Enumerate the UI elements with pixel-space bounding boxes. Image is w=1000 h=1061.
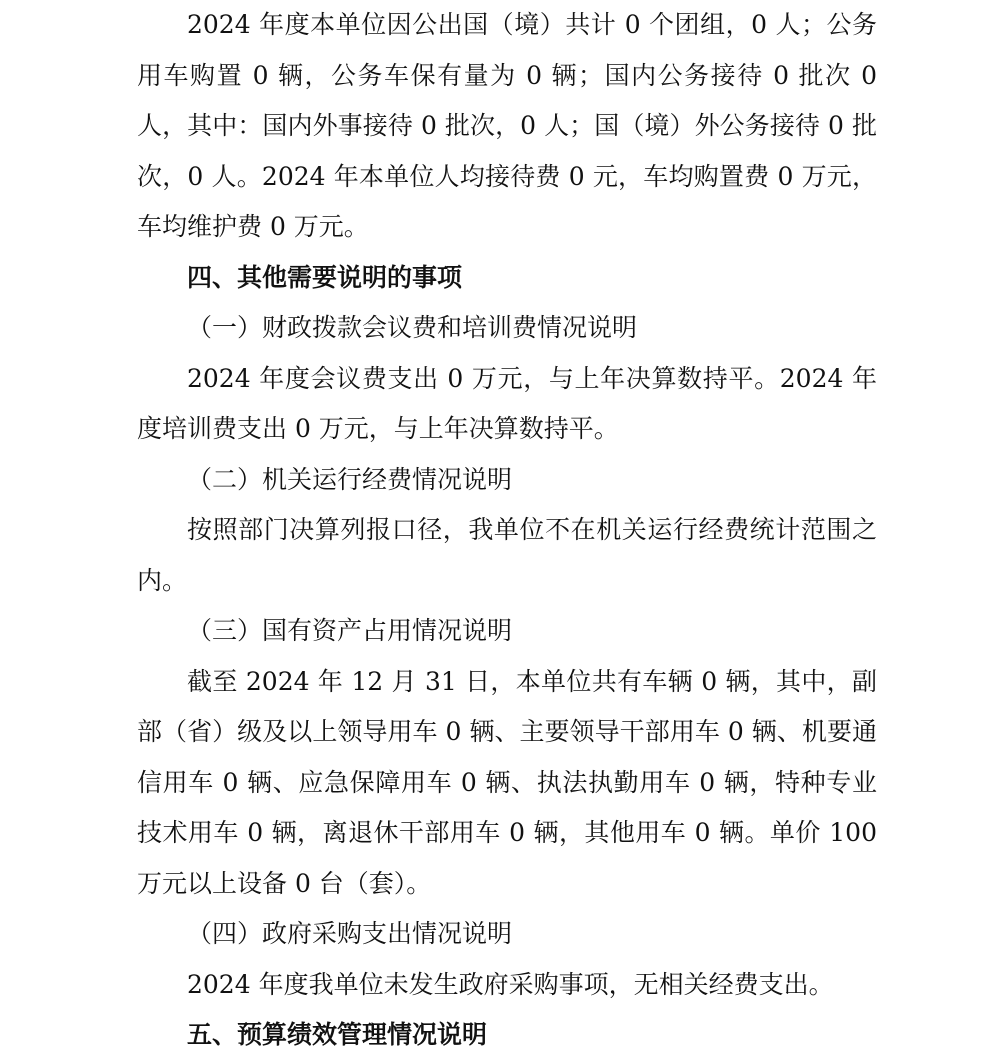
paragraph-operating-costs: 按照部门决算列报口径，我单位不在机关运行经费统计范围之内。 [137, 515, 877, 595]
subsection-heading-meeting-training: （一）财政拨款会议费和培训费情况说明 [187, 313, 638, 342]
section-heading-performance: 五、预算绩效管理情况说明 [187, 1020, 488, 1049]
paragraph-official-expenses: 2024 年度本单位因公出国（境）共计 0 个团组，0 人；公务用车购置 0 辆，公务车保有量为 0 辆；国内公务接待 0 批次 0 人，其中：国内外事接待 0 批次，0 人；国（境）外公务接待 0 批次，0 人。2024 年本单位人均接待费 0 元，车均购置费 0 万元，车均维护费 0 万元。 [137, 10, 877, 241]
subsection-heading-operating-costs: （二）机关运行经费情况说明 [187, 464, 513, 494]
subsection-heading-state-assets: （三）国有资产占用情况说明 [187, 616, 513, 645]
paragraph-procurement: 2024 年度我单位未发生政府采购事项，无相关经费支出。 [187, 969, 834, 999]
subsection-heading-procurement: （四）政府采购支出情况说明 [187, 919, 513, 948]
section-heading-other-matters: 四、其他需要说明的事项 [187, 262, 463, 292]
document-body [137, 0, 877, 1061]
paragraph-state-assets: 截至 2024 年 12 月 31 日，本单位共有车辆 0 辆，其中，副部（省）级及以上领导用车 0 辆、主要领导干部用车 0 辆、机要通信用车 0 辆、应急保障用车 0 辆、执法执勤用车 0 辆，特种专业技术用车 0 辆，离退休干部用车 0 辆，其他用车 0 辆。单价 100 万元以上设备 0 台（套）。 [137, 666, 877, 898]
paragraph-meeting-training: 2024 年度会议费支出 0 万元，与上年决算数持平。2024 年度培训费支出 0 万元，与上年决算数持平。 [137, 363, 877, 443]
